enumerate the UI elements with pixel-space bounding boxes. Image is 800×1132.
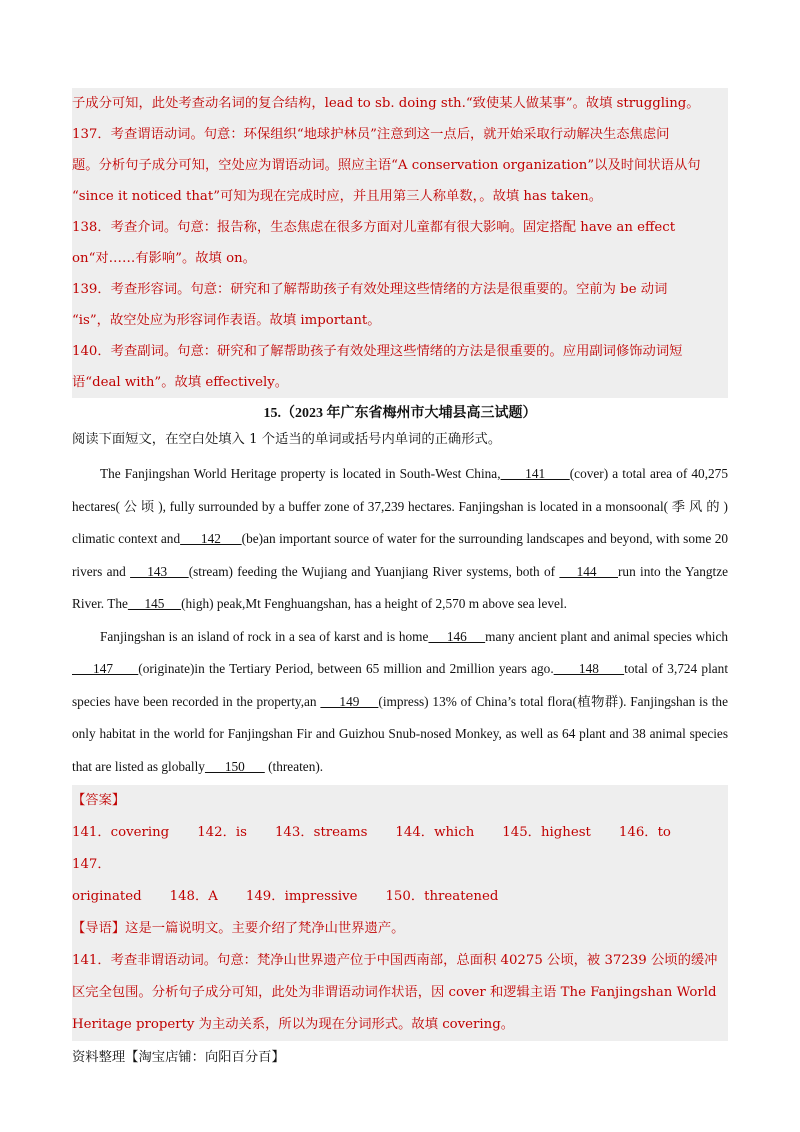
explanation-line: “since it noticed that”可知为现在完成时应，并且用第三人称单数，。故填 has taken。 (72, 189, 603, 204)
answer-item: originated (72, 889, 142, 904)
explanation-line: 137．考查谓语动词。句意：环保组织“地球护林员”注意到这一点后，就开始采取行动解决生态焦虑问 (72, 127, 670, 142)
explanation-line: Heritage property 为主动关系，所以为现在分词形式。故填 covering。 (72, 1017, 515, 1032)
blank-144: 144 (559, 563, 618, 579)
explanation-line: 语“deal with”。故填 effectively。 (72, 375, 289, 390)
previous-answer-explanations (72, 88, 728, 398)
explanation-line: on“对……有影响”。故填 on。 (72, 251, 256, 266)
blank-147: 147 (72, 661, 139, 676)
explanation-line: 138．考查介词。句意：报告称，生态焦虑在很多方面对儿童都有很大影响。固定搭配 have an effect (72, 220, 676, 235)
answer-item: 144．which (395, 825, 475, 840)
answer-item: 145．highest (502, 825, 591, 840)
passage-text: (high) peak,Mt Fenghuangshan, has a height of 2,570 m above sea level. (181, 596, 567, 611)
passage-text: (originate)in the Tertiary Period, between 65 million and 2million years ago. (138, 661, 554, 676)
explanation-line: “is”，故空处应为形容词作表语。故填 important。 (72, 313, 381, 328)
explanation-line: 139．考查形容词。句意：研究和了解帮助孩子有效处理这些情绪的方法是很重要的。空前为 be 动词 (72, 282, 668, 297)
answer-item: 148．A (169, 889, 218, 904)
explanation-line: 140．考查副词。句意：研究和了解帮助孩子有效处理这些情绪的方法是很重要的。应用副词修饰动词短 (72, 344, 683, 359)
blank-142: 142 (180, 531, 242, 546)
passage-paragraph-2 (72, 621, 728, 784)
passage-text: (be)an important source of water for the surrounding landscapes and beyond, with some 20 rivers and (72, 531, 728, 579)
blank-146: 146 (428, 628, 486, 644)
passage-text: total of 3,724 plant species have been recorded in the property,an (72, 661, 729, 709)
blank-141: 141 (500, 466, 570, 481)
answer-item: 142．is (197, 825, 247, 840)
passage-text: (threaten). (264, 758, 324, 774)
answer-item: 141．covering (72, 825, 170, 840)
blank-148: 148 (553, 661, 625, 676)
answer-item: 150．threatened (385, 889, 499, 904)
passage-paragraph-1 (72, 458, 728, 621)
answer-item: 143．streams (274, 825, 368, 840)
answer-header: 【答案】 (72, 793, 126, 808)
answer-row (72, 817, 728, 881)
explanation-line: 子成分可知，此处考查动名词的复合结构，lead to sb. doing sth.“致使某人做某事”。故填 struggling。 (72, 96, 700, 111)
explanation-line: 题。分析句子成分可知，空处应为谓语动词。照应主语“A conservation organization”以及时间状语从句 (72, 158, 701, 173)
passage-text: run into the Yangtze River. The (72, 563, 729, 611)
passage-text: (stream) feeding the Wujiang and Yuanjiang River systems, both of (188, 563, 560, 579)
blank-150: 150 (204, 758, 265, 774)
footer-source: 资料整理【淘宝店铺：向阳百分百】 (72, 1050, 285, 1065)
passage-text: (cover) a total area of 40,275 hectares( 公 顷 ), fully surrounded by a buffer zone of 37,239 hectares. Fanjingshan is located in a monsoonal( 季 风 的 ) climatic context and (72, 466, 728, 546)
answer-section (72, 785, 728, 1041)
section-title: 15.（2023 年广东省梅州市大埔县高三试题） (263, 406, 537, 421)
answer-item: 149．impressive (245, 889, 358, 904)
passage-text: The Fanjingshan World Heritage property is located in South-West China, (100, 466, 501, 481)
blank-145: 145 (127, 596, 182, 611)
instruction: 阅读下面短文，在空白处填入 1 个适当的单词或括号内单词的正确形式。 (72, 432, 502, 447)
blank-149: 149 (320, 693, 379, 709)
explanation-line: 141．考查非谓语动词。句意：梵净山世界遗产位于中国西南部，总面积 40275 公顷，被 37239 公顷的缓冲 (72, 953, 718, 968)
passage-text: many ancient plant and animal species which (485, 628, 729, 644)
guide-text: 【导语】这是一篇说明文。主要介绍了梵净山世界遗产。 (72, 921, 405, 936)
answer-item: 147． (72, 857, 111, 872)
page-content (72, 88, 728, 1041)
answer-item: 146．to (618, 825, 671, 840)
blank-143: 143 (130, 563, 189, 579)
reading-passage (72, 458, 728, 783)
passage-text: Fanjingshan is an island of rock in a sea of karst and is home (100, 628, 429, 644)
passage-text: (impress) 13% of China’s total flora(植物群). Fanjingshan is the only habitat in the world for Fanjingshan Fir and Guizhou Snub-nosed Monkey, as well as 64 plant and 38 animal species that are listed as globally (72, 693, 728, 774)
explanation-line: 区完全包围。分析句子成分可知，此处为非谓语动词作状语，因 cover 和逻辑主语 The Fanjingshan World (72, 985, 717, 1000)
answer-row (72, 881, 728, 913)
